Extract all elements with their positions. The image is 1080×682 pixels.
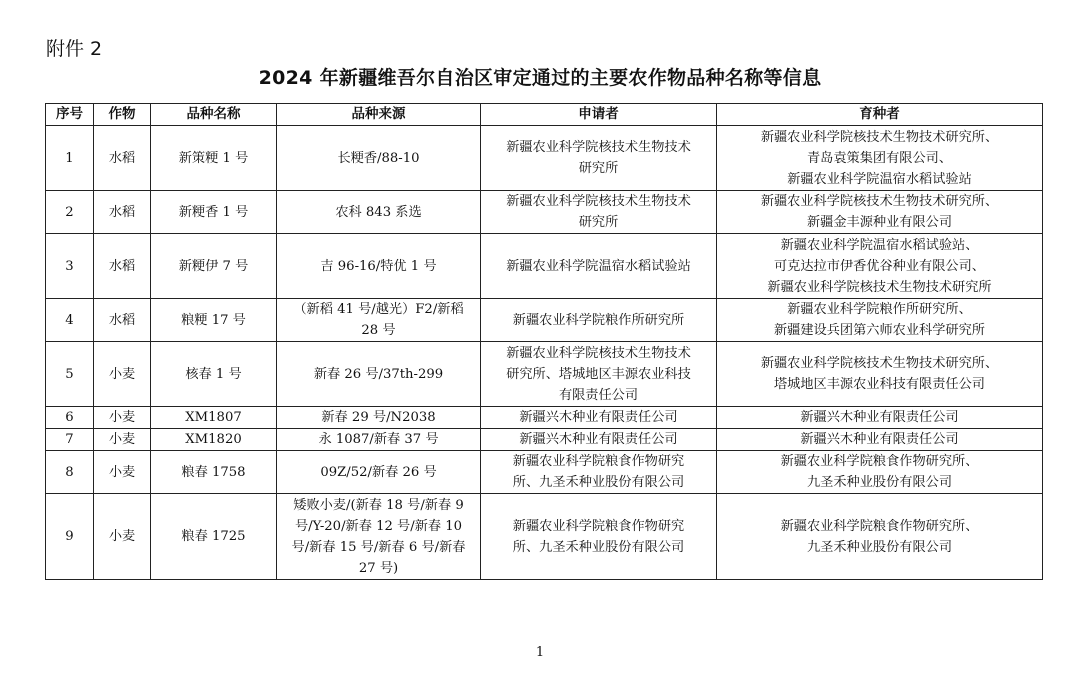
page-number: 1 [535,645,545,660]
header-no: 序号 [46,104,94,126]
cell-breeder [717,407,1043,429]
cell-breeder-line: 新疆兴木种业有限责任公司 [800,410,959,425]
cell-applicant-line: 研究所、塔城地区丰源农业科技 [506,366,691,382]
cell-applicant-line: 新疆兴木种业有限责任公司 [519,432,678,447]
cell-applicant [481,342,717,407]
cell-source-line: 号/新春 15 号/新春 6 号/新春 [291,539,466,555]
cell-breeder-line: 新疆建设兵团第六师农业科学研究所 [774,323,985,338]
cell-crop: 小麦 [94,407,151,429]
cell-source [277,126,481,191]
cell-variety: 粮粳 17 号 [151,299,277,342]
cell-applicant-line: 新疆农业科学院核技术生物技术 [506,345,691,361]
cell-no: 8 [46,451,94,494]
table-row [46,342,1043,407]
table-row [46,299,1043,342]
cell-no: 2 [46,191,94,234]
cell-source [277,451,481,494]
cell-applicant-line: 新疆兴木种业有限责任公司 [519,410,678,425]
cell-source-line: 矮败小麦/(新春 18 号/新春 9 [293,497,464,513]
cell-source [277,342,481,407]
cell-variety: 新策粳 1 号 [151,126,277,191]
cell-source-line: 09Z/52/新春 26 号 [320,464,437,480]
table-body [46,126,1043,580]
cell-no: 3 [46,234,94,299]
cell-source [277,429,481,451]
cell-source [277,234,481,299]
cell-applicant [481,126,717,191]
cell-breeder-line: 塔城地区丰源农业科技有限责任公司 [774,377,985,392]
cell-breeder [717,299,1043,342]
cell-applicant [481,494,717,580]
cell-breeder-line: 新疆农业科学院粮作所研究所、 [787,302,972,317]
header-source: 品种来源 [277,104,481,126]
cell-applicant-line: 有限责任公司 [558,387,639,403]
cell-crop: 小麦 [94,451,151,494]
table-row [46,407,1043,429]
cell-applicant-line: 所、九圣禾种业股份有限公司 [512,539,685,555]
cell-breeder-line: 新疆农业科学院粮食作物研究所、 [780,518,979,534]
cell-crop: 水稻 [94,191,151,234]
document-title: 2024 年新疆维吾尔自治区审定通过的主要农作物品种名称等信息 [258,67,822,89]
cell-crop: 水稻 [94,234,151,299]
cell-breeder [717,451,1043,494]
cell-breeder-line: 新疆农业科学院温宿水稻试验站 [787,171,972,187]
cell-no: 5 [46,342,94,407]
cell-breeder-line: 可克达拉市伊香优谷种业有限公司、 [774,258,985,274]
cell-breeder-line: 新疆兴木种业有限责任公司 [800,432,959,447]
cell-variety: 粮春 1758 [151,451,277,494]
cell-variety: 粮春 1725 [151,494,277,580]
cell-breeder-line: 新疆农业科学院核技术生物技术研究所 [767,279,992,295]
cell-source-line: 27 号) [358,560,399,576]
cell-source-line: （新稻 41 号/越光）F2/新稻 [293,302,464,317]
cell-breeder-line: 新疆农业科学院核技术生物技术研究所、 [760,194,999,209]
cell-applicant-line: 新疆农业科学院温宿水稻试验站 [506,258,691,274]
cell-source-line: 新春 26 号/37th-299 [313,366,444,382]
attachment-label: 附件 2 [46,38,103,60]
table-row [46,429,1043,451]
table-row [46,191,1043,234]
cell-source [277,191,481,234]
cell-no: 4 [46,299,94,342]
cell-variety: 核春 1 号 [151,342,277,407]
cell-breeder [717,126,1043,191]
header-crop: 作物 [94,104,151,126]
cell-crop: 小麦 [94,429,151,451]
cell-source-line: 吉 96-16/特优 1 号 [320,258,437,274]
cell-breeder [717,494,1043,580]
table-row [46,451,1043,494]
cell-applicant [481,191,717,234]
cell-breeder-line: 新疆农业科学院温宿水稻试验站、 [780,237,979,253]
cell-applicant-line: 研究所 [578,161,619,176]
header-applicant: 申请者 [481,104,717,126]
table-row [46,126,1043,191]
cell-breeder [717,191,1043,234]
cell-variety: XM1807 [151,407,277,429]
cell-applicant-line: 新疆农业科学院核技术生物技术 [506,194,691,209]
cell-source [277,407,481,429]
cell-no: 9 [46,494,94,580]
cell-breeder [717,342,1043,407]
cell-applicant-line: 新疆农业科学院粮食作物研究 [512,454,685,469]
cell-applicant [481,451,717,494]
cell-source-line: 农科 843 系选 [335,204,422,220]
cell-source [277,299,481,342]
cell-applicant [481,234,717,299]
cell-crop: 小麦 [94,342,151,407]
table-row [46,234,1043,299]
cell-breeder-line: 九圣禾种业股份有限公司 [806,539,953,555]
cell-applicant-line: 所、九圣禾种业股份有限公司 [512,475,685,490]
cell-no: 6 [46,407,94,429]
cell-breeder-line: 九圣禾种业股份有限公司 [806,475,953,490]
cell-breeder-line: 新疆农业科学院核技术生物技术研究所、 [760,129,999,145]
cell-variety: 新粳香 1 号 [151,191,277,234]
cell-applicant-line: 新疆农业科学院粮食作物研究 [512,518,685,534]
cell-no: 7 [46,429,94,451]
header-breeder: 育种者 [717,104,1043,126]
table-row [46,494,1043,580]
cell-applicant-line: 新疆农业科学院粮作所研究所 [512,312,685,328]
cell-source-line: 新春 29 号/N2038 [321,410,436,425]
cell-applicant [481,429,717,451]
cell-source [277,494,481,580]
header-variety: 品种名称 [151,104,277,126]
variety-table [45,103,1043,580]
cell-applicant [481,299,717,342]
cell-source-line: 永 1087/新春 37 号 [318,432,439,447]
cell-breeder [717,429,1043,451]
table-header-row [46,104,1043,126]
cell-applicant [481,407,717,429]
cell-breeder-line: 新疆农业科学院核技术生物技术研究所、 [760,356,999,371]
cell-source-line: 号/Y-20/新春 12 号/新春 10 [294,518,463,534]
cell-breeder-line: 新疆金丰源种业有限公司 [806,215,953,230]
cell-crop: 小麦 [94,494,151,580]
cell-breeder-line: 青岛袁策集团有限公司、 [806,150,953,166]
cell-variety: 新粳伊 7 号 [151,234,277,299]
cell-applicant-line: 研究所 [578,215,619,230]
cell-variety: XM1820 [151,429,277,451]
cell-applicant-line: 新疆农业科学院核技术生物技术 [506,140,691,155]
cell-breeder [717,234,1043,299]
cell-source-line: 28 号 [361,323,396,338]
cell-crop: 水稻 [94,126,151,191]
cell-no: 1 [46,126,94,191]
cell-crop: 水稻 [94,299,151,342]
cell-breeder-line: 新疆农业科学院粮食作物研究所、 [780,454,979,469]
cell-source-line: 长粳香/88-10 [337,150,420,166]
